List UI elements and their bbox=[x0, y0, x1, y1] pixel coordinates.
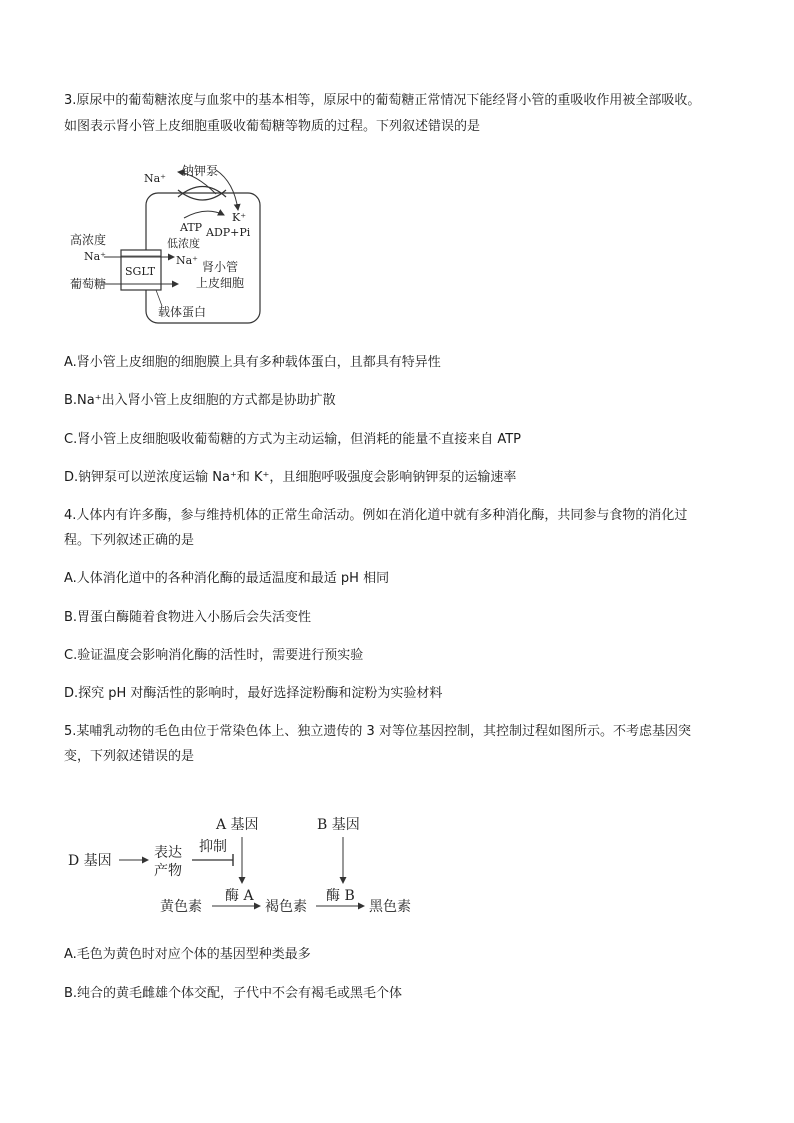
cell-label-2: 上皮细胞 bbox=[196, 276, 245, 290]
yellow-pigment-label: 黄色素 bbox=[160, 899, 202, 915]
q5-option-a: A.毛色为黄色时对应个体的基因型种类最多 bbox=[64, 947, 311, 962]
na-outer-label: Na⁺ bbox=[84, 250, 106, 263]
q5-stem-line1: 5.某哺乳动物的毛色由位于常染色体上、独立遗传的 3 对等位基因控制，其控制过程如图所示。不考虑基因突 bbox=[64, 724, 691, 739]
q3-option-c: C.肾小管上皮细胞吸收葡萄糖的方式为主动运输，但消耗的能量不直接来自 ATP bbox=[64, 432, 522, 447]
q4-option-a: A.人体消化道中的各种消化酶的最适温度和最适 pH 相同 bbox=[64, 571, 390, 586]
na-top-label: Na⁺ bbox=[144, 172, 166, 185]
product-label-2: 产物 bbox=[154, 863, 182, 879]
product-label-1: 表达 bbox=[154, 845, 182, 861]
k-label: K⁺ bbox=[232, 211, 247, 224]
inhibit-label: 抑制 bbox=[199, 839, 227, 855]
q3-figure-kidney-cell bbox=[66, 160, 266, 328]
low-conc-label: 低浓度 bbox=[167, 237, 200, 250]
q4-stem-line2: 程。下列叙述正确的是 bbox=[64, 533, 195, 548]
q3-stem-line1: 3.原尿中的葡萄糖浓度与血浆中的基本相等，原尿中的葡萄糖正常情况下能经肾小管的重吸收作用被全部吸收。 bbox=[64, 93, 701, 108]
cell-label-1: 肾小管 bbox=[202, 260, 239, 274]
glucose-label: 葡萄糖 bbox=[70, 277, 107, 291]
q5-figure-pigment-pathway bbox=[62, 805, 442, 923]
q4-option-b: B.胃蛋白酶随着食物进入小肠后会失活变性 bbox=[64, 610, 312, 625]
gene-a-label: A 基因 bbox=[216, 817, 259, 833]
enzyme-a-label: 酶 A bbox=[225, 888, 254, 904]
q5-stem-line2: 变，下列叙述错误的是 bbox=[64, 749, 195, 764]
k-in-arrow bbox=[216, 170, 238, 210]
q4-option-d: D.探究 pH 对酶活性的影响时，最好选择淀粉酶和淀粉为实验材料 bbox=[64, 686, 443, 701]
sglt-label: SGLT bbox=[125, 265, 156, 278]
atp-label: ATP bbox=[180, 221, 203, 234]
gene-b-label: B 基因 bbox=[317, 817, 360, 833]
q5-option-b: B.纯合的黄毛雌雄个体交配，子代中不会有褐毛或黑毛个体 bbox=[64, 986, 403, 1001]
na-inner-label: Na⁺ bbox=[176, 254, 198, 267]
atp-arrow bbox=[184, 211, 224, 218]
q4-option-c: C.验证温度会影响消化酶的活性时，需要进行预实验 bbox=[64, 648, 364, 663]
q3-option-d: D.钠钾泵可以逆浓度运输 Na⁺和 K⁺，且细胞呼吸强度会影响钠钾泵的运输速率 bbox=[64, 470, 517, 485]
q3-option-b: B.Na⁺出入肾小管上皮细胞的方式都是协助扩散 bbox=[64, 393, 336, 408]
brown-pigment-label: 褐色素 bbox=[265, 899, 307, 915]
enzyme-b-label: 酶 B bbox=[326, 888, 355, 904]
high-conc-label: 高浓度 bbox=[70, 233, 107, 247]
q4-stem-line1: 4.人体内有许多酶，参与维持机体的正常生命活动。例如在消化道中就有多种消化酶，共同参与食物的消化过 bbox=[64, 508, 688, 523]
gene-d-label: D 基因 bbox=[68, 853, 112, 869]
q3-stem-line2: 如图表示肾小管上皮细胞重吸收葡萄糖等物质的过程。下列叙述错误的是 bbox=[64, 119, 481, 134]
black-pigment-label: 黑色素 bbox=[369, 899, 411, 915]
q3-option-a: A.肾小管上皮细胞的细胞膜上具有多种载体蛋白，且都具有特异性 bbox=[64, 355, 441, 370]
adp-label: ADP+Pi bbox=[206, 226, 251, 239]
pump-label: 钠钾泵 bbox=[182, 164, 219, 178]
carrier-label: 载体蛋白 bbox=[158, 305, 207, 319]
